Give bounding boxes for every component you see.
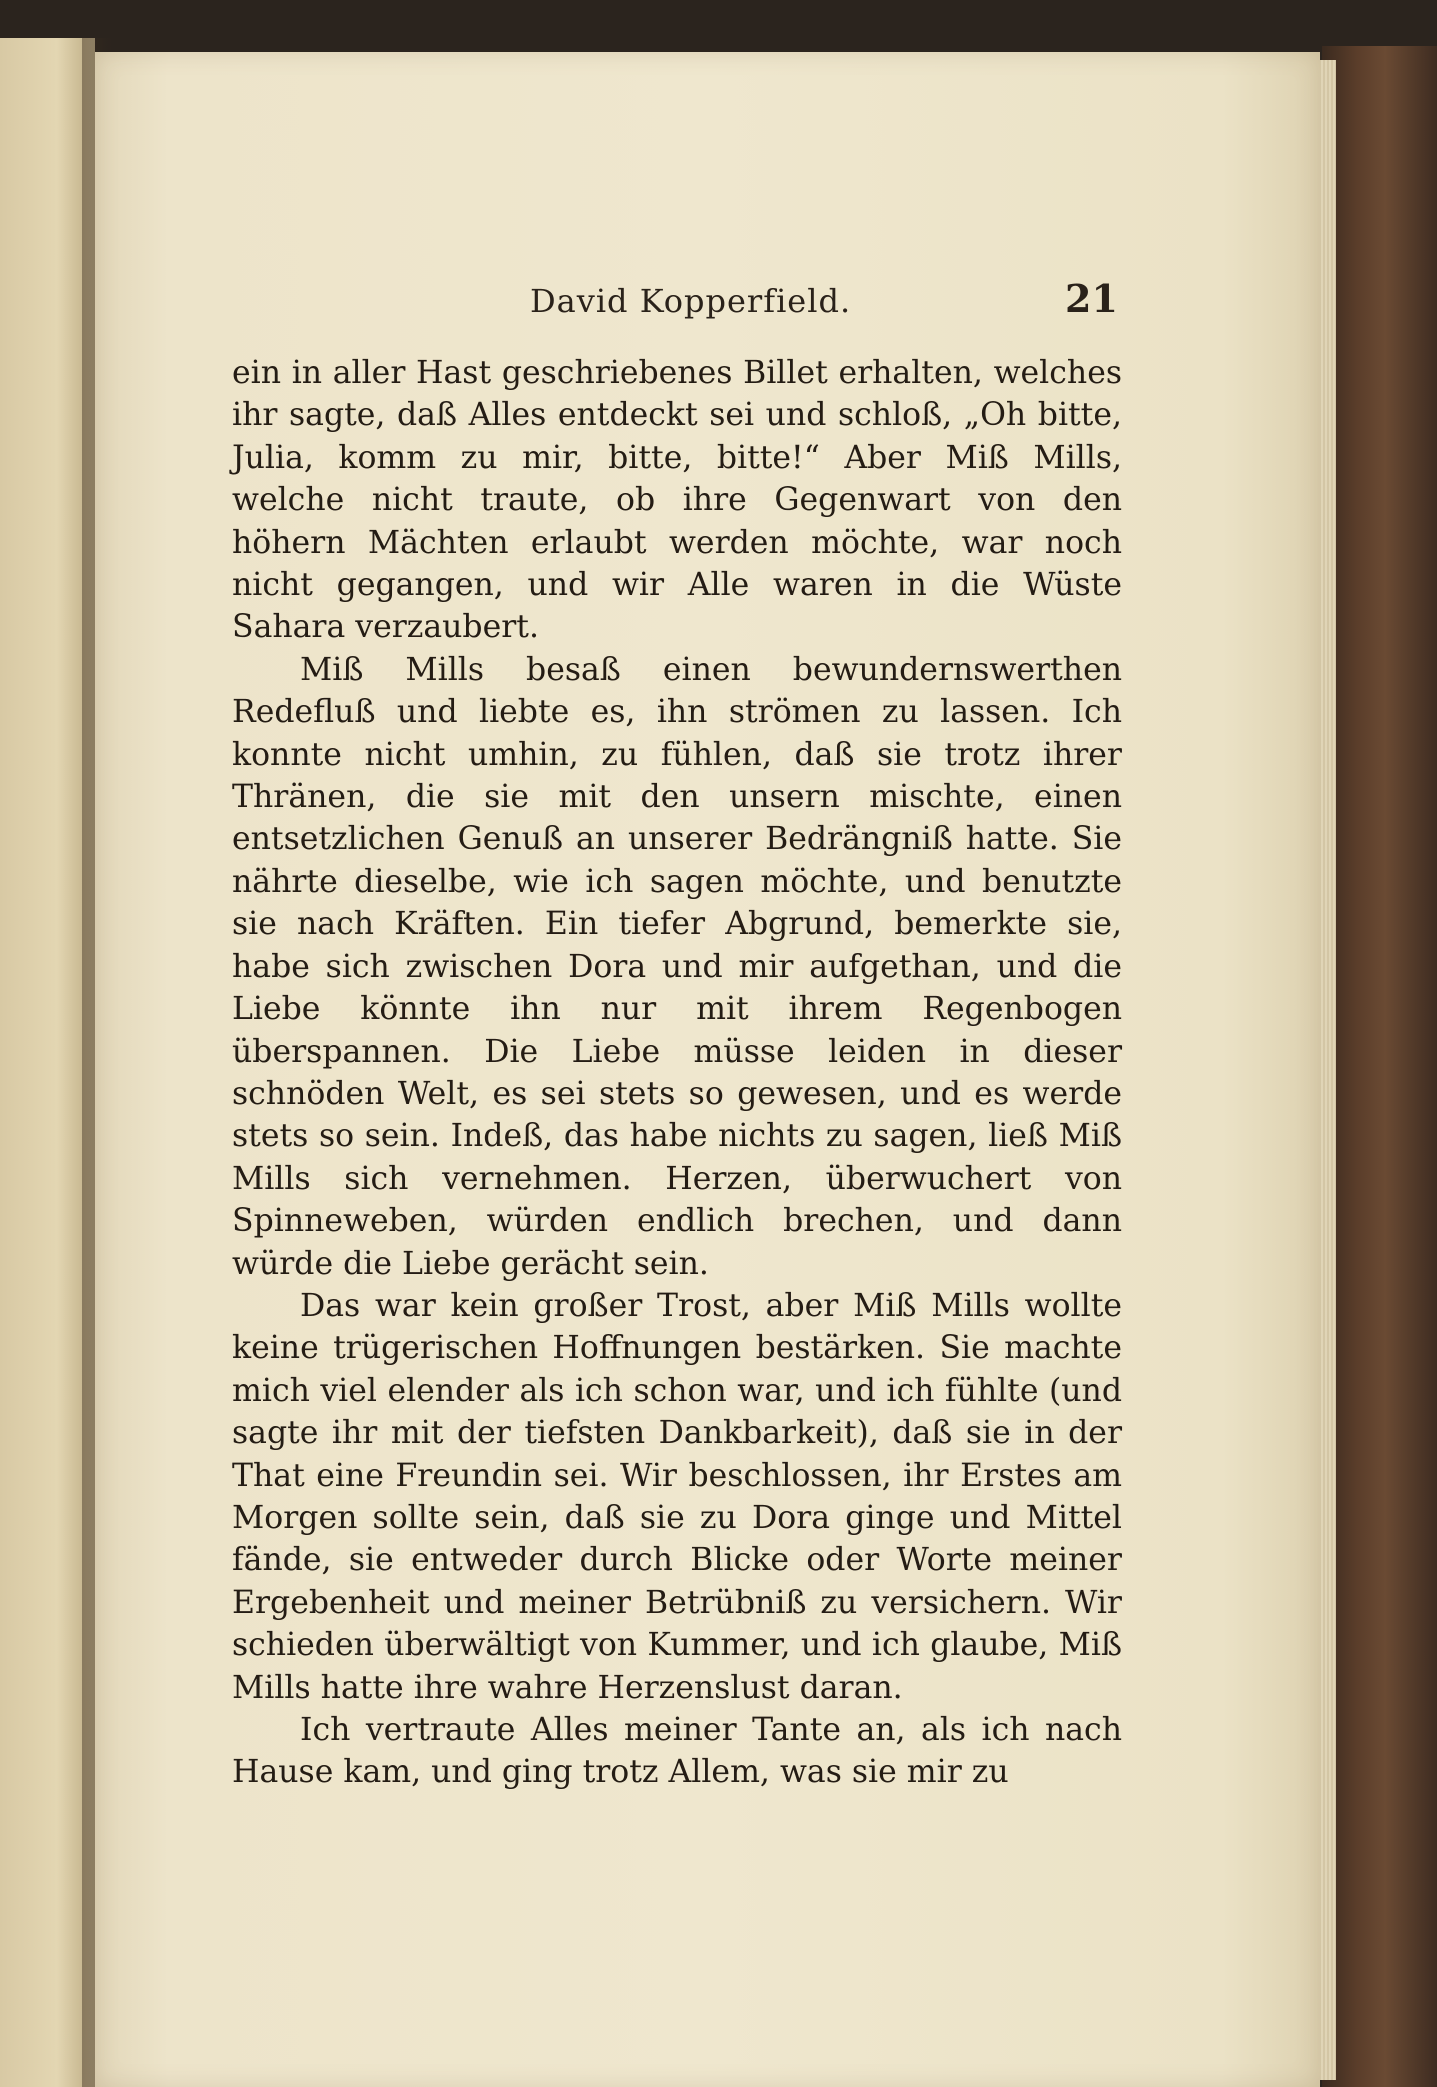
paragraph-3: Das war kein großer Trost, aber Miß Mills wollte keine trügerischen Hoffnungen bestärken. Sie machte mich viel elender als ich schon war, und ich fühlte (und sagte ihr mit der tiefsten Dankbarkeit), daß sie in der That eine Freundin sei. Wir beschlossen, ihr Erstes am Morgen sollte sein, daß sie zu Dora ginge und Mittel fände, sie entweder durch Blicke oder Worte meiner Ergebenheit und meiner Betrübniß zu versichern. Wir schieden überwältigt von Kummer, und ich glaube, Miß Mills hatte ihre wahre Herzenslust daran. [232,1287,1122,1706]
paragraph-4: Ich vertraute Alles meiner Tante an, als ich nach Hause kam, und ging trotz Allem, was sie mir zu [232,1712,1122,1791]
book-cover-edge [1322,46,1437,2087]
paragraph-1: ein in aller Hast geschriebenes Billet erhalten, welches ihr sagte, daß Alles entdeckt sei und schloß, „Oh bitte, Julia, komm zu mir, bitte, bitte!“ Aber Miß Mills, welche nicht traute, ob ihre Gegenwart von den höhern Mächten erlaubt werden möchte, war noch nicht gegangen, und wir Alle waren in die Wüste Sahara verzaubert. [232,355,1122,646]
page-stack-edge [1318,60,1336,2080]
page-number: 21 [1065,276,1118,321]
page-header [95,276,1320,332]
book-page [95,52,1320,2087]
running-title: David Kopperfield. [530,282,852,320]
paragraph-2: Miß Mills besaß einen bewundernswerthen Redefluß und liebte es, ihn strömen zu lassen. Ich konnte nicht umhin, zu fühlen, daß sie trotz ihrer Thränen, die sie mit den unsern mischte, einen entsetzlichen Genuß an unserer Bedrängniß hatte. Sie nährte dieselbe, wie ich sagen möchte, und benutzte sie nach Kräften. Ein tiefer Abgrund, bemerkte sie, habe sich zwischen Dora und mir aufgethan, und die Liebe könnte ihn nur mit ihrem Regenbogen überspannen. Die Liebe müsse leiden in dieser schnöden Welt, es sei stets so gewesen, und es werde stets so sein. Indeß, das habe nichts zu sagen, ließ Miß Mills sich vernehmen. Herzen, überwuchert von Spinneweben, würden endlich brechen, und dann würde die Liebe gerächt sein. [232,651,1122,1282]
facing-page-edge [0,38,95,2087]
body-text [232,352,1122,1794]
